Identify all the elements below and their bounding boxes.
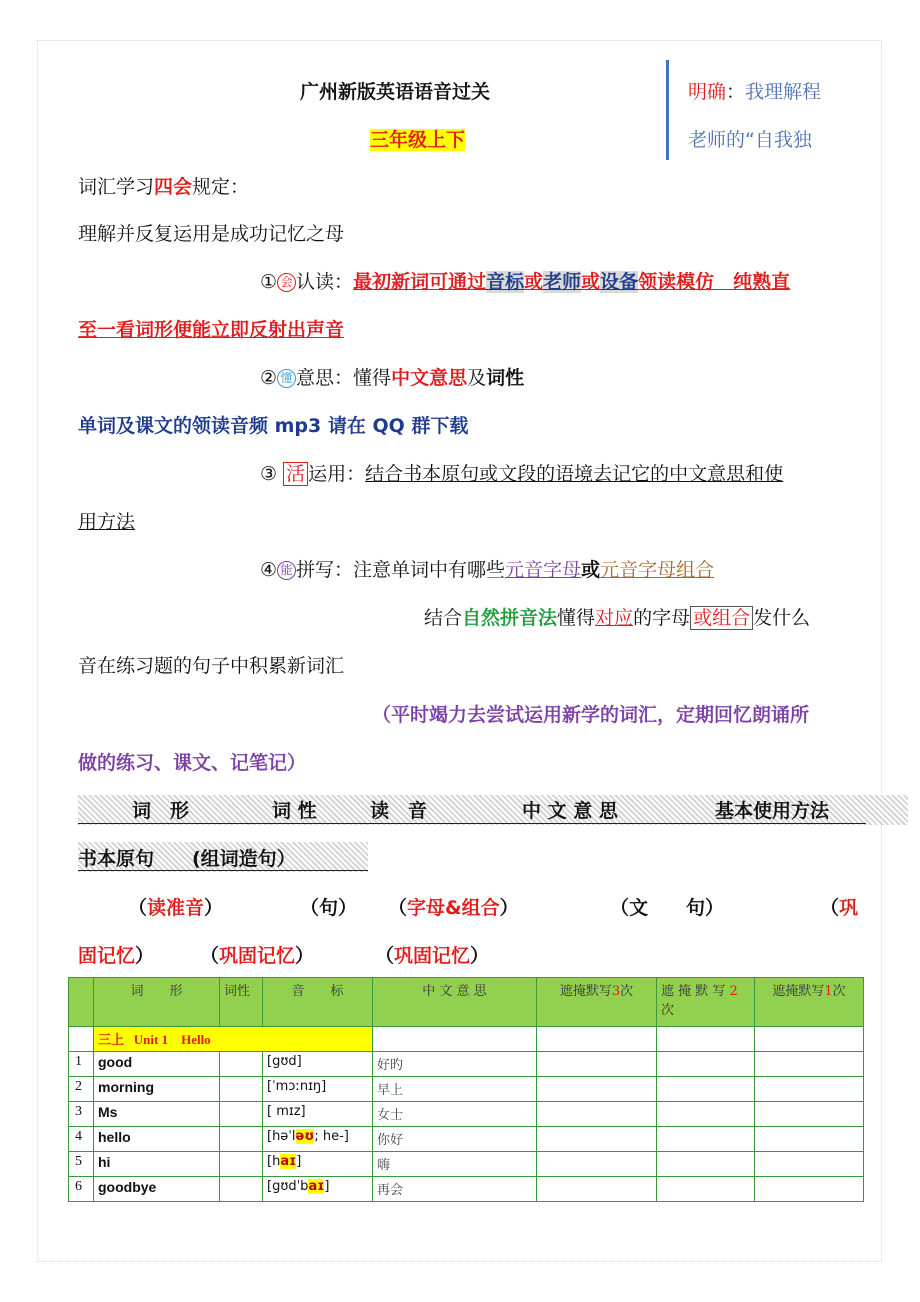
tip-line-1: （平时竭力去尝试运用新学的词汇，定期回忆朗诵所 bbox=[372, 704, 810, 726]
guide-part-of-speech: 词 性 bbox=[272, 800, 317, 822]
header-dictation-2-b: 次 bbox=[661, 1003, 675, 1018]
rule-2 bbox=[260, 366, 524, 390]
row-dictation-3[interactable] bbox=[537, 1152, 657, 1177]
row-ipa-a: [h bbox=[267, 1154, 281, 1169]
row-meaning: 嗨 bbox=[373, 1152, 537, 1177]
rule-2-number: ② bbox=[260, 367, 278, 389]
purpose-letters-close: ） bbox=[499, 897, 519, 919]
row-word: good bbox=[94, 1052, 220, 1077]
row-dictation-1[interactable] bbox=[755, 1127, 864, 1152]
purpose-line-2-a bbox=[78, 944, 154, 968]
header-dictation-1-b: 次 bbox=[832, 984, 846, 999]
row-word: Ms bbox=[94, 1102, 220, 1127]
rule-1-p4: 老师 bbox=[543, 271, 582, 293]
row-dictation-3[interactable] bbox=[537, 1127, 657, 1152]
rule-1-number: ① bbox=[260, 271, 278, 293]
row-dictation-3[interactable] bbox=[537, 1102, 657, 1127]
unit-label-grade: 三上 bbox=[98, 1032, 125, 1047]
unit-label bbox=[94, 1027, 373, 1052]
unit-row-d3 bbox=[537, 1027, 657, 1052]
purpose-line-2-b bbox=[200, 944, 314, 968]
header-dictation-3-n: 3 bbox=[611, 984, 621, 999]
purpose-sentence: （句） bbox=[300, 897, 358, 919]
row-meaning: 女士 bbox=[373, 1102, 537, 1127]
purpose-consolidate-start bbox=[820, 896, 858, 920]
row-ipa-a: [gʊdˈb bbox=[267, 1179, 309, 1194]
purpose-read-text: 读准音 bbox=[147, 897, 205, 919]
rule-4-l2-c: 懂得 bbox=[557, 607, 596, 629]
rule-4-vowel-combos: 元音字母组合 bbox=[600, 559, 715, 581]
header-dictation-1-n: 1 bbox=[824, 984, 833, 999]
header-dictation-2-a: 遮 掩 默 写 bbox=[661, 984, 726, 999]
rule-1 bbox=[260, 270, 790, 294]
header-pos: 词性 bbox=[220, 978, 263, 1027]
purpose-letters bbox=[388, 896, 519, 920]
row-ipa-b: ; he-] bbox=[314, 1129, 349, 1144]
row-word: hi bbox=[94, 1152, 220, 1177]
rule-4-label: 拼写：注意单词中有哪些 bbox=[296, 559, 506, 581]
rule-1-label: 认读： bbox=[296, 271, 354, 293]
row-word: goodbye bbox=[94, 1177, 220, 1202]
unit-row-meaning bbox=[373, 1027, 537, 1052]
rule-4-vowels: 元音字母 bbox=[505, 559, 582, 581]
purpose-read-close: ） bbox=[204, 897, 224, 919]
guide-word-form: 词 形 bbox=[132, 800, 190, 822]
row-pos bbox=[220, 1077, 263, 1102]
purpose-read bbox=[128, 896, 223, 920]
grade-subtitle bbox=[370, 125, 465, 152]
header-meaning: 中 文 意 思 bbox=[373, 978, 537, 1027]
rule-1-p2: 音标 bbox=[486, 271, 525, 293]
rule-1-p7: 领读模仿 纯熟直 bbox=[638, 271, 791, 293]
row-dictation-2[interactable] bbox=[657, 1102, 755, 1127]
header-index bbox=[69, 978, 94, 1027]
header-ipa: 音 标 bbox=[263, 978, 373, 1027]
row-dictation-3[interactable] bbox=[537, 1177, 657, 1202]
header-dictation-1-a: 遮掩默写 bbox=[772, 984, 825, 999]
header-dictation-3-b: 次 bbox=[620, 984, 634, 999]
row-pos bbox=[220, 1177, 263, 1202]
row-dictation-3[interactable] bbox=[537, 1077, 657, 1102]
rule-3-label: 运用： bbox=[308, 463, 366, 485]
purpose-line-2-b-text: 巩固记忆 bbox=[219, 945, 296, 967]
purpose-line-2-c bbox=[375, 944, 489, 968]
rule-2-and: 及 bbox=[467, 367, 487, 389]
purpose-letters-text: 字母&组合 bbox=[407, 897, 500, 919]
guide-chinese-meaning: 中 文 意 思 bbox=[522, 800, 618, 822]
row-pos bbox=[220, 1102, 263, 1127]
rule-4-l2-g: 发什么 bbox=[753, 607, 811, 629]
unit-label-title: Hello bbox=[181, 1032, 211, 1047]
rule-3 bbox=[260, 462, 783, 486]
header-dictation-1 bbox=[755, 978, 864, 1027]
row-ipa-highlight: əʊ bbox=[295, 1129, 315, 1144]
row-word: morning bbox=[94, 1077, 220, 1102]
header-word: 词 形 bbox=[94, 978, 220, 1027]
row-meaning: 早上 bbox=[373, 1077, 537, 1102]
guide-book-sentence: 书本原句 (组词造句） bbox=[78, 848, 296, 870]
row-dictation-1[interactable] bbox=[755, 1052, 864, 1077]
side-divider bbox=[666, 60, 669, 160]
unit-row bbox=[69, 1027, 864, 1052]
use-skill-icon: 活 bbox=[283, 462, 308, 486]
rule-3-number: ③ bbox=[260, 463, 278, 485]
purpose-consolidate-open: （ bbox=[820, 897, 840, 919]
table-row bbox=[69, 1127, 864, 1152]
spell-skill-icon: 能 bbox=[277, 561, 296, 580]
intro-four-skills: 四会 bbox=[154, 176, 193, 198]
row-dictation-2[interactable] bbox=[657, 1127, 755, 1152]
row-meaning: 你好 bbox=[373, 1127, 537, 1152]
header-dictation-3 bbox=[537, 978, 657, 1027]
intro-text-a: 词汇学习 bbox=[78, 176, 155, 198]
unit-row-d2 bbox=[657, 1027, 755, 1052]
row-ipa-highlight: aɪ bbox=[280, 1154, 297, 1169]
rule-4 bbox=[260, 558, 714, 582]
table-row bbox=[69, 1102, 864, 1127]
rule-4-line-2 bbox=[424, 606, 810, 630]
row-ipa: [ mɪz] bbox=[263, 1102, 373, 1127]
rule-2-meaning: 中文意思 bbox=[391, 367, 468, 389]
intro-line-2: 理解并反复运用是成功记忆之母 bbox=[78, 223, 345, 245]
intro-line-1 bbox=[78, 175, 249, 199]
rule-1-continuation: 至一看词形便能立即反射出声音 bbox=[78, 319, 345, 341]
row-meaning: 好旳 bbox=[373, 1052, 537, 1077]
purpose-line-2-c-text: 巩固记忆 bbox=[394, 945, 471, 967]
rule-4-or-combo: 或组合 bbox=[690, 606, 753, 630]
rule-1-p5: 或 bbox=[581, 271, 601, 293]
row-word: hello bbox=[94, 1127, 220, 1152]
purpose-consolidate-text: 巩 bbox=[839, 897, 859, 919]
row-dictation-1[interactable] bbox=[755, 1102, 864, 1127]
side-note-text-1: 我理解程 bbox=[745, 81, 822, 103]
purpose-line-2-b-close: ） bbox=[295, 945, 315, 967]
side-note-line-2: 老师的“自我独 bbox=[688, 129, 812, 151]
tip-line-2: 做的练习、课文、记笔记） bbox=[78, 752, 307, 774]
table-row bbox=[69, 1052, 864, 1077]
row-ipa-highlight: aɪ bbox=[308, 1179, 325, 1194]
rule-3-continuation: 用方法 bbox=[78, 511, 136, 533]
rule-4-correspond: 对应 bbox=[595, 607, 634, 629]
purpose-line-2-c-close: ） bbox=[470, 945, 490, 967]
row-ipa bbox=[263, 1152, 373, 1177]
row-ipa-b: ] bbox=[324, 1179, 330, 1194]
guide-basic-usage: 基本使用方法 bbox=[715, 800, 830, 822]
purpose-line-2-b-open: （ bbox=[200, 945, 220, 967]
row-ipa-a: [həˈl bbox=[267, 1129, 296, 1144]
rule-2-label: 意思：懂得 bbox=[296, 367, 392, 389]
vocabulary-table bbox=[68, 977, 864, 1202]
row-ipa bbox=[263, 1177, 373, 1202]
rule-4-or: 或 bbox=[581, 559, 601, 581]
side-note-line-1 bbox=[688, 77, 821, 104]
purpose-line-2-c-open: （ bbox=[375, 945, 395, 967]
rule-1-p1: 最初新词可通过 bbox=[353, 271, 487, 293]
row-dictation-3[interactable] bbox=[537, 1052, 657, 1077]
row-dictation-1[interactable] bbox=[755, 1177, 864, 1202]
row-number: 1 bbox=[69, 1052, 94, 1077]
row-pos bbox=[220, 1152, 263, 1177]
document-title: 广州新版英语语音过关 bbox=[300, 81, 491, 103]
guide-pronunciation: 读 音 bbox=[370, 800, 428, 822]
table-row bbox=[69, 1152, 864, 1177]
row-number: 5 bbox=[69, 1152, 94, 1177]
row-ipa: [ˈmɔːnɪŋ] bbox=[263, 1077, 373, 1102]
row-dictation-2[interactable] bbox=[657, 1177, 755, 1202]
header-dictation-2 bbox=[657, 978, 755, 1027]
rule-3-text: 结合书本原句或文段的语境去记它的中文意思和使 bbox=[365, 463, 784, 485]
purpose-line-2-a-text: 固记忆 bbox=[78, 945, 136, 967]
rule-4-number: ④ bbox=[260, 559, 278, 581]
row-number: 4 bbox=[69, 1127, 94, 1152]
unit-row-d1 bbox=[755, 1027, 864, 1052]
rule-4-l2-a: 结合 bbox=[424, 607, 463, 629]
rule-2-pos: 词性 bbox=[486, 367, 525, 389]
row-pos bbox=[220, 1127, 263, 1152]
row-meaning: 再会 bbox=[373, 1177, 537, 1202]
purpose-text-sentence: （文 句） bbox=[610, 897, 725, 919]
rule-1-p3: 或 bbox=[524, 271, 544, 293]
grade-subtitle-text: 三年级上下 bbox=[370, 129, 466, 151]
header-dictation-3-a: 遮掩默写 bbox=[559, 984, 612, 999]
table-row bbox=[69, 1177, 864, 1202]
column-guide-underline bbox=[78, 823, 866, 824]
header-dictation-2-n: 2 bbox=[729, 984, 738, 999]
row-ipa bbox=[263, 1127, 373, 1152]
download-note: 单词及课文的领读音频 mp3 请在 QQ 群下载 bbox=[78, 415, 469, 437]
purpose-read-open: （ bbox=[128, 897, 148, 919]
unit-row-index bbox=[69, 1027, 94, 1052]
understand-skill-icon: 懂 bbox=[277, 369, 296, 388]
row-ipa: [gʊd] bbox=[263, 1052, 373, 1077]
unit-label-unit: Unit 1 bbox=[133, 1032, 169, 1047]
row-dictation-2[interactable] bbox=[657, 1152, 755, 1177]
row-number: 3 bbox=[69, 1102, 94, 1127]
row-dictation-2[interactable] bbox=[657, 1052, 755, 1077]
row-ipa-b: ] bbox=[296, 1154, 302, 1169]
row-dictation-1[interactable] bbox=[755, 1077, 864, 1102]
purpose-line-2-a-close: ） bbox=[135, 945, 155, 967]
rule-1-p6: 设备 bbox=[600, 271, 639, 293]
row-dictation-2[interactable] bbox=[657, 1077, 755, 1102]
read-skill-icon: 会 bbox=[277, 273, 296, 292]
row-number: 6 bbox=[69, 1177, 94, 1202]
rule-4-line-3: 音在练习题的句子中积累新词汇 bbox=[78, 655, 345, 677]
rule-4-phonics: 自然拼音法 bbox=[462, 607, 558, 629]
side-note-label: 明确 bbox=[688, 81, 727, 103]
row-number: 2 bbox=[69, 1077, 94, 1102]
row-pos bbox=[220, 1052, 263, 1077]
table-row bbox=[69, 1077, 864, 1102]
rule-4-l2-e: 的字母 bbox=[633, 607, 691, 629]
side-note-colon: ： bbox=[726, 81, 746, 103]
table-header-row bbox=[69, 978, 864, 1027]
row-dictation-1[interactable] bbox=[755, 1152, 864, 1177]
intro-text-c: 规定： bbox=[192, 176, 250, 198]
purpose-letters-open: （ bbox=[388, 897, 408, 919]
